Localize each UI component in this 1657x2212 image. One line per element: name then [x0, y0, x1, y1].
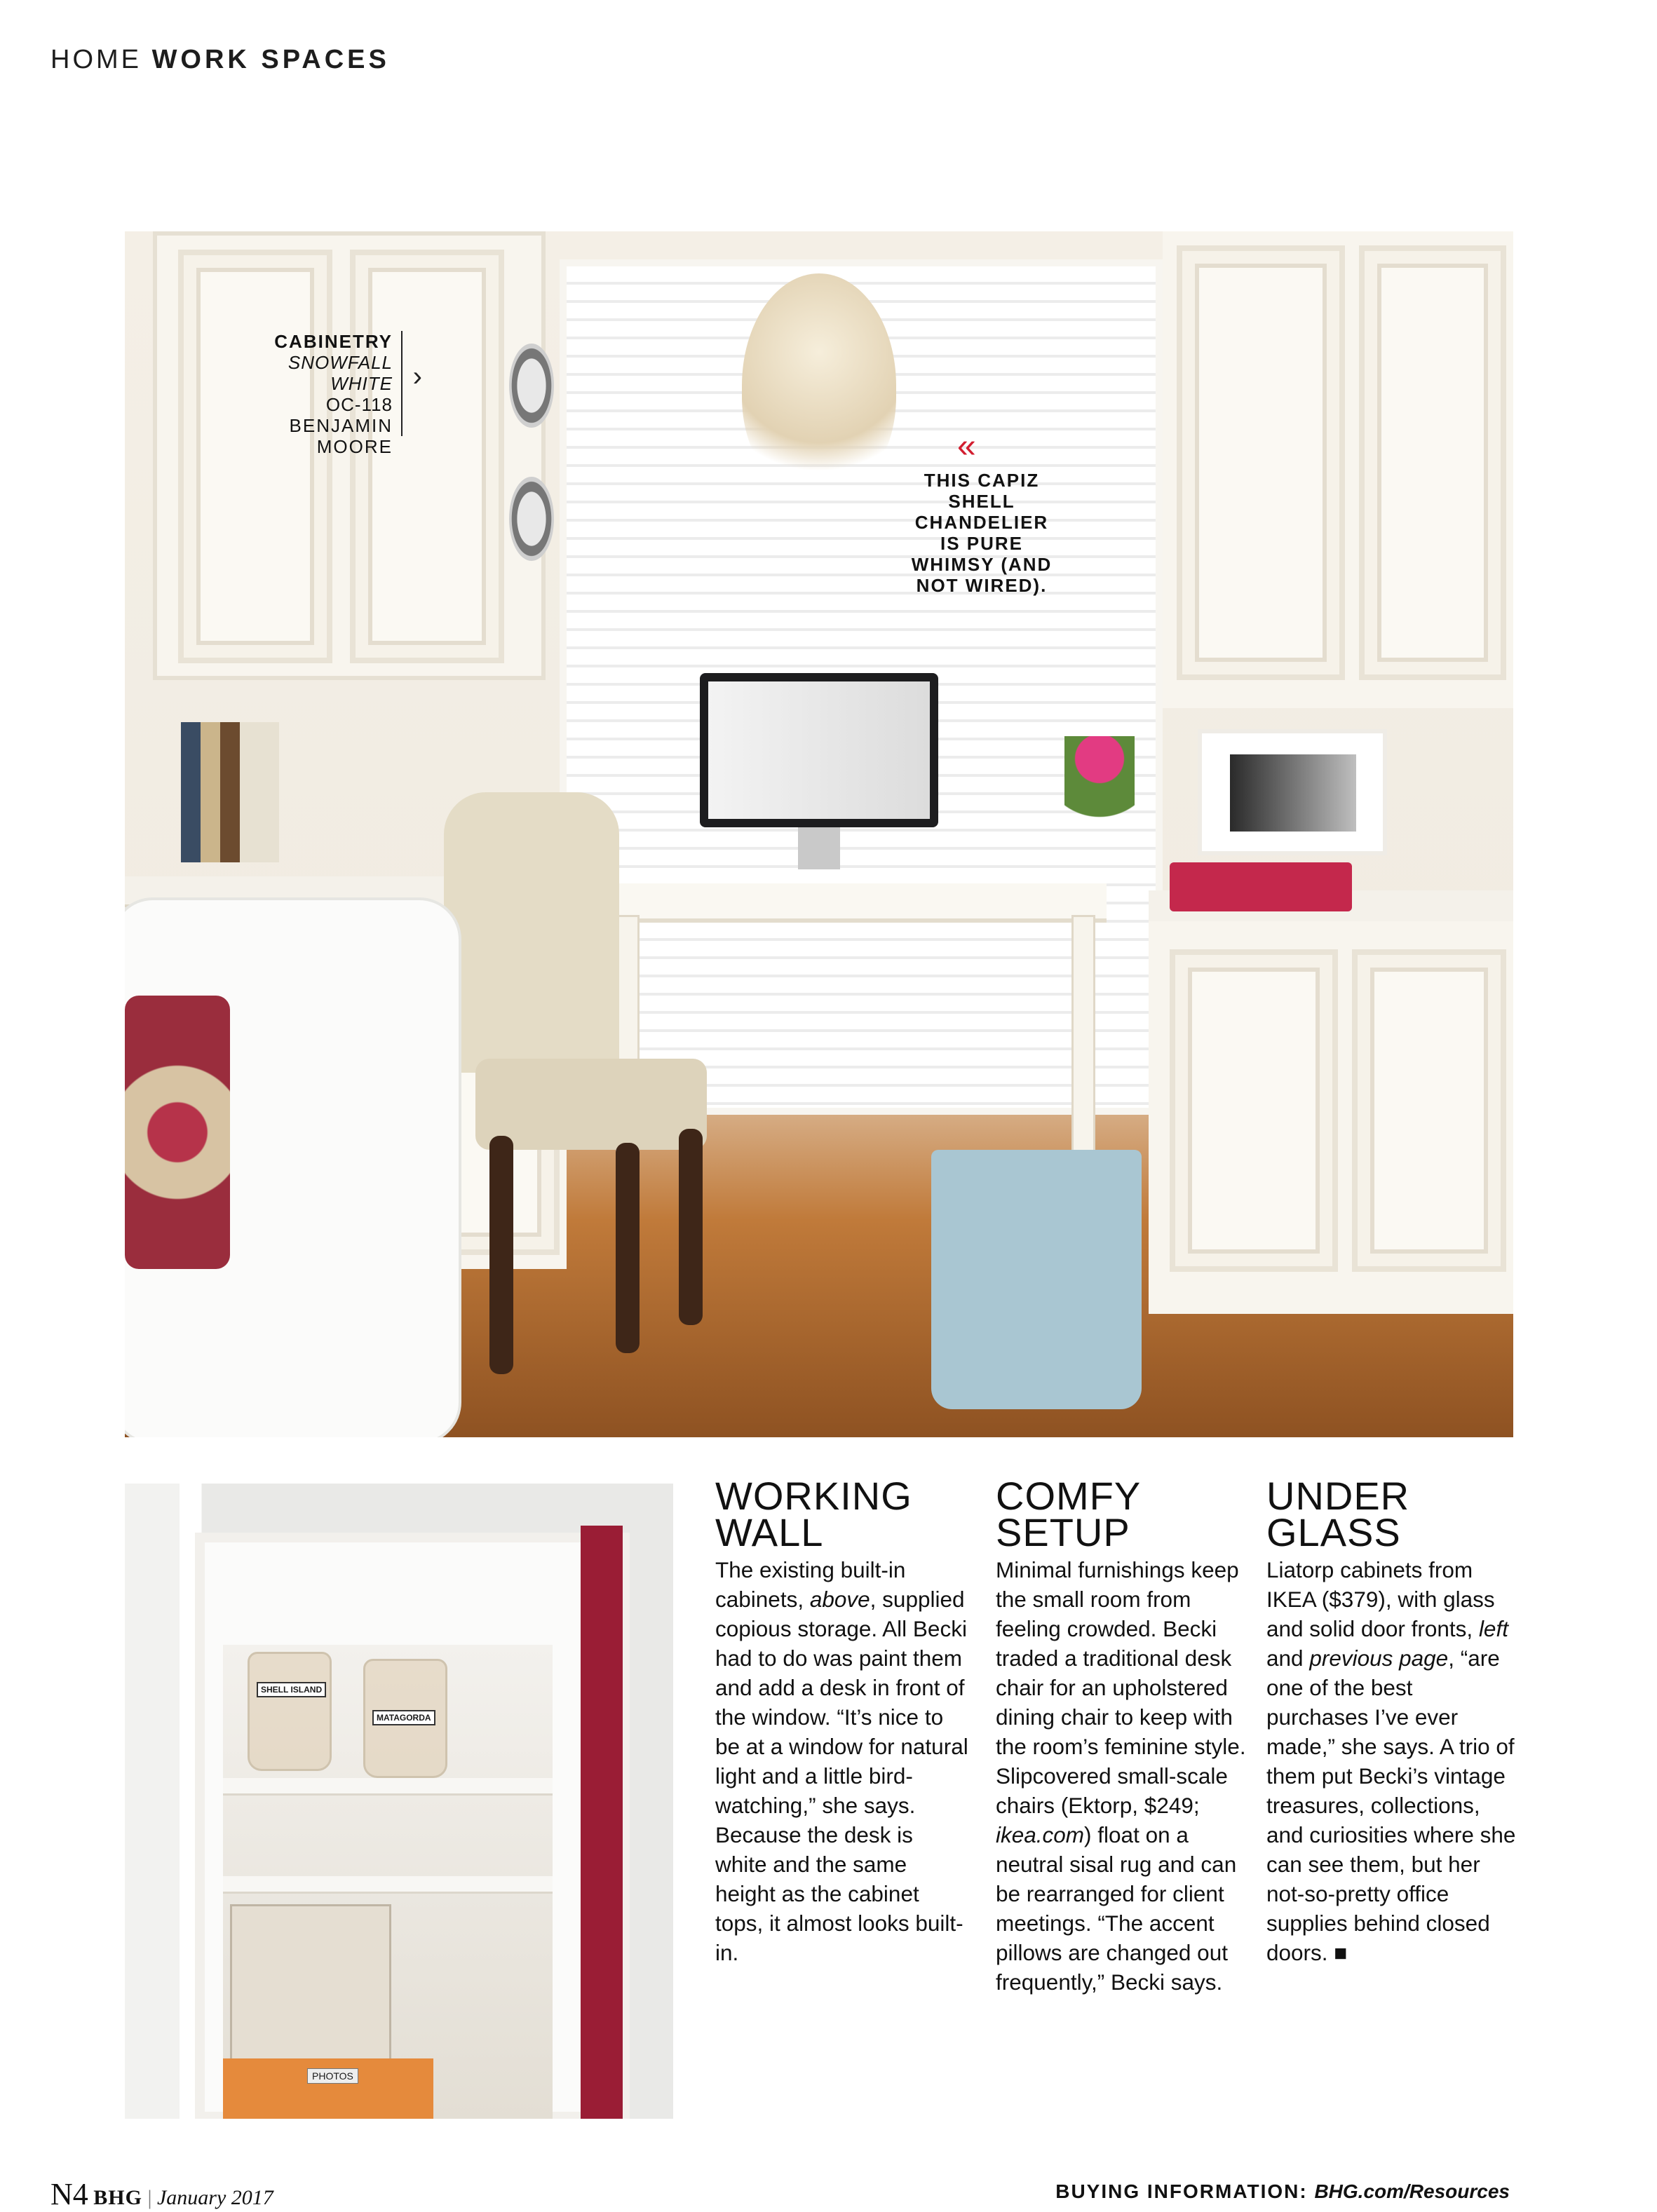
heading-line: WALL — [715, 1510, 824, 1554]
upper-right-cabinet — [1163, 231, 1513, 708]
heading-line: WORKING — [715, 1474, 912, 1518]
family-photo — [1230, 754, 1356, 832]
section-heading — [1266, 1474, 1520, 1554]
section-header — [50, 45, 390, 75]
body-text: ) float on a neutral sisal rug and can be rearranged for client meetings. “The accent pillows are changed out frequently,” Becki says. — [996, 1822, 1237, 1995]
embroidered-pillow — [125, 996, 230, 1269]
heading-line: SETUP — [996, 1510, 1130, 1554]
callout-line: THIS CAPIZ — [924, 470, 1040, 491]
orange-photo-box — [223, 2058, 433, 2119]
jar-label: MATAGORDA — [372, 1710, 435, 1725]
glass-jar — [363, 1659, 447, 1778]
wall-mirror — [509, 477, 554, 561]
body-emphasis: left — [1478, 1616, 1508, 1641]
section-body — [996, 1555, 1250, 1997]
body-text: , “are one of the best purchases I’ve ever made,” she says. A trio of them put Becki’s vintage treasures, collections, and curiosities where she can see them, but her not-so-pretty office supplies behind closed doors. ■ — [1266, 1646, 1516, 1965]
blue-tote-bag — [931, 1150, 1142, 1409]
capiz-chandelier — [742, 273, 896, 498]
callout-color-name: SNOWFALL WHITE — [288, 352, 393, 394]
computer-monitor — [700, 673, 938, 827]
buying-label: BUYING INFORMATION: — [1055, 2180, 1308, 2202]
body-text: and — [1266, 1646, 1310, 1671]
folio-separator: | — [147, 2186, 152, 2209]
potted-bromeliad — [1064, 736, 1135, 848]
cabinetry-callout — [224, 331, 422, 457]
page-number: N4 — [50, 2177, 88, 2211]
body-text: The existing built-in cabinets, — [715, 1557, 906, 1612]
monitor-screen — [708, 681, 930, 819]
cabinet-door — [1177, 245, 1345, 680]
bookshelf-books — [181, 722, 279, 862]
chair-leg — [489, 1136, 513, 1374]
glass-cabinet-photo — [125, 1484, 673, 2119]
callout-line: CHANDELIER — [914, 512, 1049, 533]
callout-line: SHELL — [948, 491, 1015, 512]
section-body — [715, 1555, 969, 1967]
chandelier-callout — [884, 428, 1080, 596]
cabinet-door — [1170, 949, 1338, 1272]
upholstered-chair-seat — [475, 1059, 707, 1150]
vintage-tin-box — [230, 1904, 391, 2065]
monitor-stand — [798, 827, 840, 869]
article-column-comfy-setup — [996, 1474, 1250, 1997]
callout-line: NOT WIRED). — [916, 575, 1048, 596]
glass-jar — [248, 1652, 332, 1771]
body-emphasis: ikea.com — [996, 1822, 1085, 1847]
callout-brand-line2: MOORE — [316, 436, 393, 457]
callout-line: IS PURE — [940, 533, 1024, 554]
heading-line: GLASS — [1266, 1510, 1401, 1554]
callout-brand-line1: BENJAMIN — [289, 415, 393, 436]
article-column-under-glass — [1266, 1474, 1520, 1967]
article-column-working-wall — [715, 1474, 969, 1967]
chevron-right-icon: › — [412, 361, 422, 392]
heading-line: UNDER — [1266, 1474, 1410, 1518]
cabinet-shelf — [223, 1876, 553, 1894]
jar-label: SHELL ISLAND — [257, 1682, 326, 1697]
body-text: , supplied copious storage. All Becki had to do was paint them and add a desk in front of the window. “It’s nice to be at a window for natural light and a little bird-watching,” she says. Because the desk is white and the same height as the cabinet tops, it almost looks built-in. — [715, 1587, 968, 1965]
white-desk — [602, 883, 1107, 923]
buying-url-link[interactable]: BHG.com/Resources — [1314, 2180, 1510, 2202]
upholstered-chair-back — [444, 792, 619, 1073]
pink-tray — [1170, 862, 1352, 911]
callout-label: CABINETRY — [274, 331, 393, 352]
red-cabinet-edge — [581, 1526, 623, 2119]
cabinet-door — [1359, 245, 1506, 680]
issue-date: January 2017 — [156, 2186, 273, 2209]
page-footer-folio — [50, 2176, 273, 2212]
framed-photo — [1198, 729, 1387, 855]
body-text: Liatorp cabinets from IKEA ($379), with glass and solid door fronts, — [1266, 1557, 1495, 1641]
chair-leg — [679, 1129, 703, 1325]
section-heading — [996, 1474, 1250, 1554]
wall-mirror — [509, 344, 554, 428]
body-text: Minimal furnishings keep the small room from feeling crowded. Becki traded a traditional desk chair for an upholstered dining chair to keep with the room’s feminine style. Slipcovered small-scale chairs (Ektorp, $249; — [996, 1557, 1246, 1818]
body-emphasis: above — [809, 1587, 870, 1612]
section-body — [1266, 1555, 1520, 1967]
chair-leg — [616, 1143, 640, 1353]
buying-information — [1055, 2180, 1510, 2203]
magazine-brand: BHG — [93, 2186, 142, 2209]
body-emphasis: previous page — [1309, 1646, 1449, 1671]
box-label: PHOTOS — [307, 2068, 358, 2084]
quote-mark-icon: « — [957, 428, 976, 465]
header-title: WORK SPACES — [151, 45, 390, 74]
cabinet-shelf — [223, 1778, 553, 1796]
heading-line: COMFY — [996, 1474, 1142, 1518]
callout-color-code: OC-118 — [325, 394, 393, 415]
section-heading — [715, 1474, 969, 1554]
cabinet-door — [1352, 949, 1506, 1272]
header-section: HOME — [50, 45, 142, 74]
lower-right-cabinet — [1149, 921, 1513, 1314]
callout-bracket — [401, 331, 412, 436]
callout-line: WHIMSY (AND — [911, 554, 1053, 575]
